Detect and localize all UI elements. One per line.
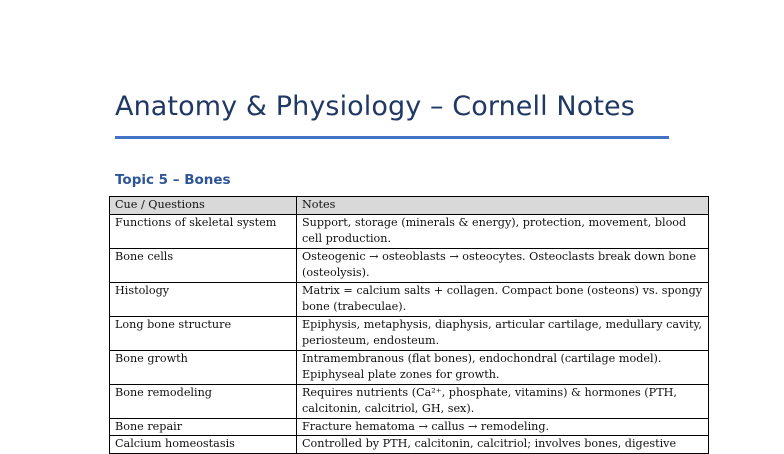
table-row xyxy=(110,214,709,248)
title-underline xyxy=(115,136,669,139)
cue-cell: Bone repair xyxy=(110,418,297,436)
header-cue: Cue / Questions xyxy=(110,197,297,215)
cornell-notes-table xyxy=(109,196,709,454)
notes-cell: Intramembranous (flat bones), endochondral (cartilage model). Epiphyseal plate zones for growth. xyxy=(297,350,709,384)
table-row xyxy=(110,282,709,316)
cue-cell: Bone growth xyxy=(110,350,297,384)
notes-cell: Support, storage (minerals & energy), protection, movement, blood cell production. xyxy=(297,214,709,248)
notes-cell: Requires nutrients (Ca²⁺, phosphate, vitamins) & hormones (PTH, calcitonin, calcitriol, GH, sex). xyxy=(297,384,709,418)
cue-cell: Bone cells xyxy=(110,248,297,282)
cue-cell: Functions of skeletal system xyxy=(110,214,297,248)
topic-heading: Topic 5 – Bones xyxy=(115,172,231,188)
notes-cell: Fracture hematoma → callus → remodeling. xyxy=(297,418,709,436)
cue-cell: Long bone structure xyxy=(110,316,297,350)
notes-cell: Epiphysis, metaphysis, diaphysis, articular cartilage, medullary cavity, periosteum, endosteum. xyxy=(297,316,709,350)
cue-cell: Bone remodeling xyxy=(110,384,297,418)
notes-cell: Osteogenic → osteoblasts → osteocytes. Osteoclasts break down bone (osteolysis). xyxy=(297,248,709,282)
notes-cell: Matrix = calcium salts + collagen. Compact bone (osteons) vs. spongy bone (trabeculae). xyxy=(297,282,709,316)
notes-cell: Controlled by PTH, calcitonin, calcitriol; involves bones, digestive xyxy=(297,436,709,454)
document-title: Anatomy & Physiology – Cornell Notes xyxy=(115,91,635,122)
table-header-row xyxy=(110,197,709,215)
header-notes: Notes xyxy=(297,197,709,215)
table-row xyxy=(110,350,709,384)
cue-cell: Histology xyxy=(110,282,297,316)
table-row xyxy=(110,316,709,350)
cue-cell: Calcium homeostasis xyxy=(110,436,297,454)
table-row xyxy=(110,248,709,282)
table-row xyxy=(110,384,709,418)
table-row xyxy=(110,418,709,436)
table-row xyxy=(110,436,709,454)
